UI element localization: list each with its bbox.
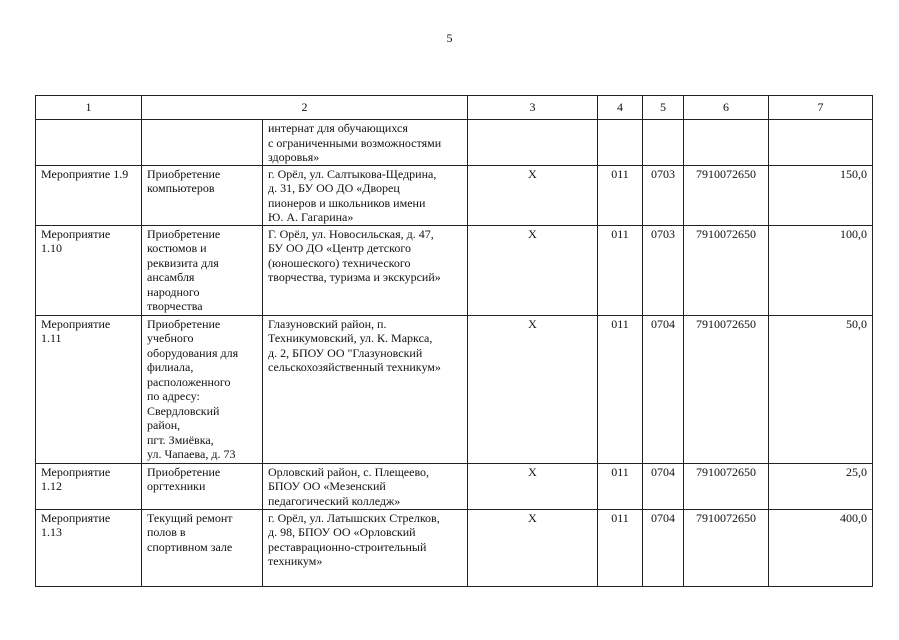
measure-cell <box>36 315 142 463</box>
cell-line: Мероприятие <box>41 510 111 525</box>
cell-line: БПОУ ОО «Мезенский <box>268 479 386 493</box>
cell-line: д. 2, БПОУ ОО "Глазуновский <box>268 345 423 360</box>
amount-cell: 50,0 <box>769 315 873 463</box>
cell-line: ансамбля <box>147 270 195 284</box>
purpose-cell <box>142 315 263 463</box>
measure-cell <box>36 509 142 586</box>
cell-line: расположенного <box>147 374 231 389</box>
code-6-cell: 7910072650 <box>684 315 769 463</box>
header-col-5: 5 <box>643 96 684 120</box>
cell-line: здоровья» <box>268 150 320 164</box>
cell-line: реквизита для <box>147 255 219 270</box>
cell-line: сельскохозяйственный техникум» <box>268 360 441 374</box>
measure-cell: Мероприятие 1.9 <box>36 165 142 225</box>
institution-cell <box>263 120 468 166</box>
header-col-3: 3 <box>468 96 598 120</box>
cell-line: Приобретение <box>147 316 221 331</box>
purpose-cell <box>142 463 263 509</box>
code-5-cell: 0704 <box>643 509 684 586</box>
header-col-7: 7 <box>769 96 873 120</box>
code-5-cell: 0704 <box>643 463 684 509</box>
cell-line: д. 31, БУ ОО ДО «Дворец <box>268 181 400 195</box>
cell-line: район, <box>147 418 181 432</box>
code-4-cell: 011 <box>598 165 643 225</box>
cell-line: народного <box>147 284 200 299</box>
cell-line: спортивном зале <box>147 539 233 554</box>
code-6-cell: 7910072650 <box>684 165 769 225</box>
cell-line: Приобретение <box>147 464 221 479</box>
col3-cell <box>468 120 598 166</box>
cell-line: творчества <box>147 299 203 313</box>
code-5-cell: 0703 <box>643 225 684 315</box>
cell-line: Текущий ремонт <box>147 510 233 525</box>
header-col-6: 6 <box>684 96 769 120</box>
cell-line: учебного <box>147 331 194 345</box>
cell-line: оргтехники <box>147 479 206 493</box>
code-6-cell: 7910072650 <box>684 509 769 586</box>
institution-cell <box>263 165 468 225</box>
code-5-cell: 0704 <box>643 315 684 463</box>
cell-line: Приобретение <box>147 166 221 181</box>
amount-cell <box>769 120 873 166</box>
institution-cell <box>263 509 468 586</box>
cell-line: г. Орёл, ул. Салтыкова-Щедрина, <box>268 166 437 181</box>
cell-line: 1.10 <box>41 241 62 255</box>
header-row <box>36 96 873 120</box>
cell-line: филиала, <box>147 360 194 374</box>
institution-cell <box>263 463 468 509</box>
code-6-cell <box>684 120 769 166</box>
table-row <box>36 315 873 463</box>
table-row <box>36 463 873 509</box>
cell-line: Мероприятие <box>41 316 111 331</box>
cell-line: 1.12 <box>41 479 62 493</box>
code-4-cell: 011 <box>598 315 643 463</box>
cell-line: реставрационно-строительный <box>268 539 427 554</box>
table-row <box>36 165 873 225</box>
institution-cell <box>263 225 468 315</box>
col3-cell: X <box>468 225 598 315</box>
cell-line: Ю. А. Гагарина» <box>268 210 354 224</box>
cell-line: компьютеров <box>147 181 215 195</box>
cell-line: оборудования для <box>147 345 239 360</box>
col3-cell: X <box>468 463 598 509</box>
measure-cell <box>36 463 142 509</box>
purpose-cell <box>142 509 263 586</box>
cell-line: костюмов и <box>147 241 207 255</box>
col3-cell: X <box>468 509 598 586</box>
measure-cell <box>36 225 142 315</box>
cell-line: ул. Чапаева, д. 73 <box>147 447 236 461</box>
cell-line: Техникумовский, ул. К. Маркса, <box>268 331 433 345</box>
header-col-2: 2 <box>142 96 468 120</box>
cell-line: педагогический колледж» <box>268 493 401 508</box>
budget-table <box>35 95 873 587</box>
col3-cell: X <box>468 315 598 463</box>
cell-line: Г. Орёл, ул. Новосильская, д. 47, <box>268 226 434 241</box>
table-row <box>36 225 873 315</box>
cell-line: с ограниченными возможностями <box>268 135 442 150</box>
page-number: 5 <box>446 31 453 45</box>
institution-cell <box>263 315 468 463</box>
header-col-1: 1 <box>36 96 142 120</box>
cell-line: полов в <box>147 525 186 539</box>
code-5-cell: 0703 <box>643 165 684 225</box>
amount-cell: 150,0 <box>769 165 873 225</box>
amount-cell: 25,0 <box>769 463 873 509</box>
cell-line: пионеров и школьников имени <box>268 195 426 210</box>
cell-line: Приобретение <box>147 226 221 241</box>
cell-line: Орловский район, с. Плещеево, <box>268 464 430 479</box>
code-4-cell <box>598 120 643 166</box>
code-6-cell: 7910072650 <box>684 463 769 509</box>
cell-line: д. 98, БПОУ ОО «Орловский <box>268 525 416 539</box>
code-4-cell: 011 <box>598 463 643 509</box>
cell-line: Мероприятие <box>41 464 111 479</box>
cell-line: творчества, туризма и экскурсий» <box>268 270 441 284</box>
cell-line: Свердловский <box>147 403 220 418</box>
cell-line: техникум» <box>268 554 323 568</box>
amount-cell: 400,0 <box>769 509 873 586</box>
cell-line: Глазуновский район, п. <box>268 316 387 331</box>
purpose-cell <box>142 165 263 225</box>
cell-line: по адресу: <box>147 389 200 403</box>
code-5-cell <box>643 120 684 166</box>
amount-cell: 100,0 <box>769 225 873 315</box>
cell-line: пгт. Змиёвка, <box>147 432 214 447</box>
purpose-cell <box>142 120 263 166</box>
col3-cell: X <box>468 165 598 225</box>
table-row <box>36 120 873 166</box>
cell-line: интернат для обучающихся <box>268 121 408 135</box>
code-6-cell: 7910072650 <box>684 225 769 315</box>
cell-line: 1.13 <box>41 525 62 539</box>
cell-line: (юношеского) технического <box>268 255 411 270</box>
measure-cell <box>36 120 142 166</box>
cell-line: г. Орёл, ул. Латышских Стрелков, <box>268 510 440 525</box>
header-col-4: 4 <box>598 96 643 120</box>
cell-line: Мероприятие <box>41 226 111 241</box>
table-row <box>36 509 873 586</box>
code-4-cell: 011 <box>598 509 643 586</box>
code-4-cell: 011 <box>598 225 643 315</box>
cell-line: 1.11 <box>41 331 62 345</box>
purpose-cell <box>142 225 263 315</box>
cell-line: БУ ОО ДО «Центр детского <box>268 241 411 255</box>
